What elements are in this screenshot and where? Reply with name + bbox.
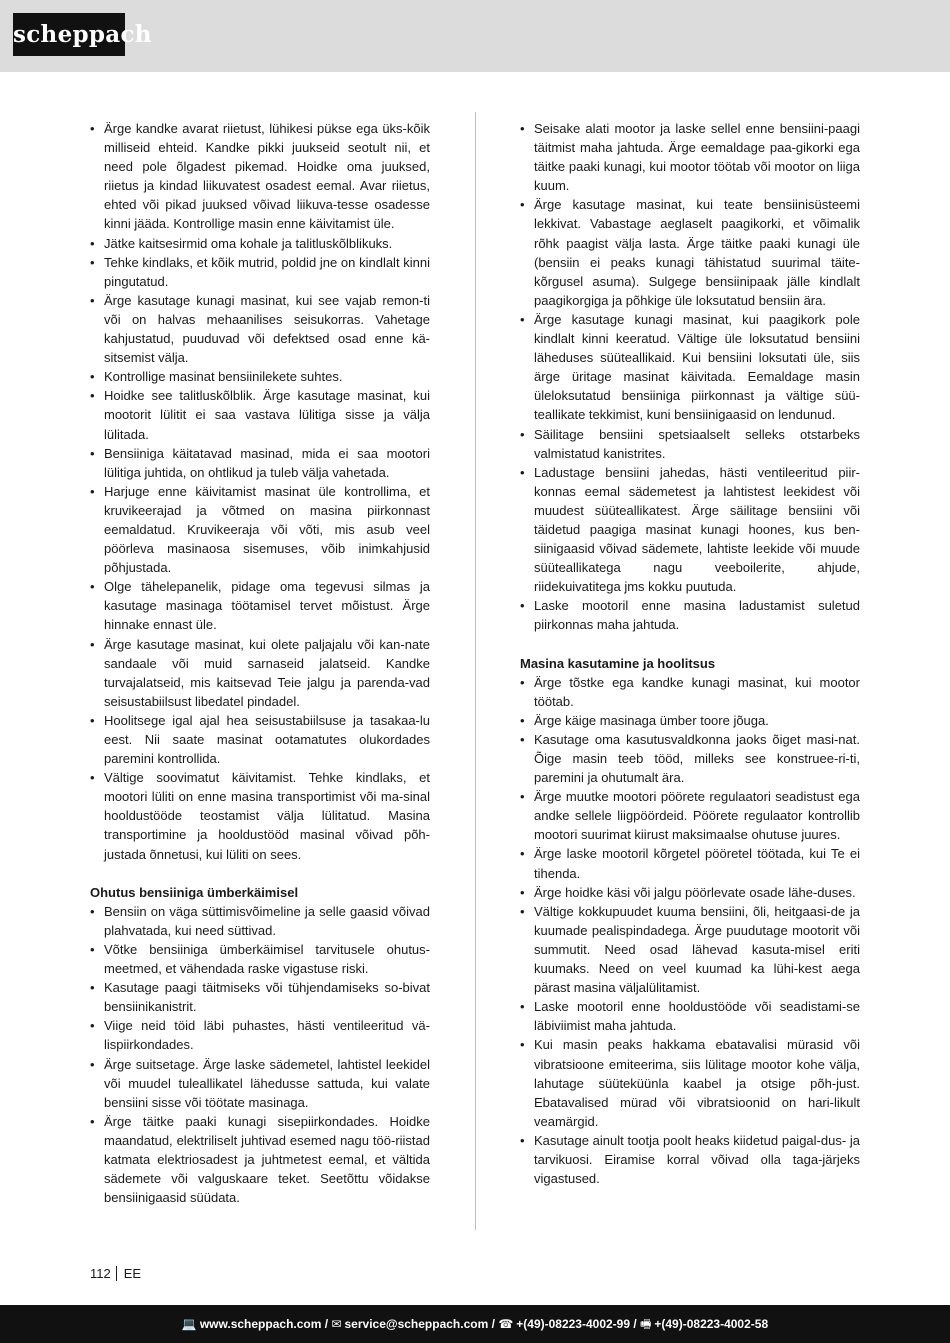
list-item: • Viige neid töid läbi puhastes, hästi ventileeritud vä-lispiirkondades. [90,1016,430,1054]
page-number-separator [116,1266,117,1281]
list-item: • Ärge täitke paaki kunagi sisepiirkondades. Hoidke maandatud, elektriliselt juhtivad esemed nagu töö-riistad katmata elektriosadest ja juhtmetest eemal, et vältida sädemete või valguskaare teket. Seetõttu võidakse bensiinigaasid süüdata. [90,1112,430,1207]
page-header [0,0,950,72]
list-item: • Hoolitsege igal ajal hea seisustabiilsuse ja tasakaa-lu eest. Nii saate masinat ootamatutes olukordades paremini kontrollida. [90,711,430,768]
footer-website[interactable]: www.scheppach.com [199,1317,322,1331]
right-petrol-list [520,119,860,635]
phone-icon: ☎ [498,1317,514,1331]
scheppach-logo: scheppach [13,13,125,56]
footer-separator: / [633,1317,637,1331]
list-item: • Bensiiniga käitatavad masinad, mida ei saa mootori lülitiga juhtida, on ohtlikud ja tuleb välja vahetada. [90,444,430,482]
section-gap [90,864,430,883]
list-item: • Säilitage bensiini spetsiaalselt selleks otstarbeks valmistatud kanistrites. [520,425,860,463]
list-item: • Ärge tõstke ega kandke kunagi masinat, kui mootor töötab. [520,673,860,711]
list-item: • Ärge käige masinaga ümber toore jõuga. [520,711,860,730]
page-number-value: 112 [90,1266,111,1281]
column-divider [475,112,476,1230]
list-item: • Olge tähelepanelik, pidage oma tegevusi silmas ja kasutage masinaga töötamisel tervet mõistust. Ärge hinnake ennast üle. [90,577,430,634]
left-column [90,119,430,1207]
list-item: • Kui masin peaks hakkama ebatavalisi mürasid või vibratsioone emiteerima, siis lülitage mootor kohe välja, lahutage süüteküünla kaabel ja otsige põh-just. Ebatavalised mürad või vibratsioonid on hari-likult veamärgid. [520,1035,860,1130]
list-item: • Ärge kasutage kunagi masinat, kui paagikork pole kindlalt kinni keeratud. Vältige üle loksutatud bensiini läheduses süüteallikaid. Kui bensiini loksutati üle, siis ärge üritage masinat käivitada. Eemaldage masin üleloksutatud bensiiniga piirkonnast ja vältige süü-teallikate tekkimist, kuni bensiinigaasid on lendunud. [520,310,860,425]
list-item: • Ärge muutke mootori pöörete regulaatori seadistust ega andke sellele liigpöördeid. Pöörete regulaator kontrollib mootori suurimat kiirust maksimaalse ohutuse juures. [520,787,860,844]
list-item: • Hoidke see talitluskõlblik. Ärge kasutage masinat, kui mootorit lülitit ei saa vastava lülitiga sisse ja välja lülitada. [90,386,430,443]
list-item: • Ladustage bensiini jahedas, hästi ventileeritud piir-konnas eemal sädemetest ja lahtistest leekidest või muudest süüteallikatest. Ärge säilitage bensiini või täidetud paagiga masinat kunagi hoones, kus ben-siinigaasid võivad sädemete, lahtiste leekide või muude süüteallikatega nagu veeboilerite, ahjude, riidekuivatitega jms kokku puutuda. [520,463,860,597]
computer-icon: 💻 [181,1317,197,1331]
left-safety-list [90,119,430,864]
footer-separator: / [324,1317,329,1331]
list-item: • Laske mootoril enne masina ladustamist suletud piirkonnas maha jahtuda. [520,596,860,634]
list-item: • Kontrollige masinat bensiinilekete suhtes. [90,367,430,386]
list-item: • Tehke kindlaks, et kõik mutrid, poldid jne on kindlalt kinni pingutatud. [90,253,430,291]
list-item: • Seisake alati mootor ja laske sellel enne bensiini-paagi täitmist maha jahtuda. Ärge eemaldage paa-gikorki ega täitke paaki kunagi, kui mootor töötab või mootor on liiga kuum. [520,119,860,195]
list-item: • Kasutage paagi täitmiseks või tühjendamiseks so-bivat bensiinikanistrit. [90,978,430,1016]
language-code: EE [123,1266,142,1281]
list-item: • Ärge kandke avarat riietust, lühikesi pükse ega üks-kõik milliseid ehteid. Kandke pikki juukseid seotult nii, et need pole õlgadest pikemad. Hoidke oma juuksed, riietus ja kindad liikuvatest osadest eemal. Avar riietus, ehted või pikad juuksed võivad liikuva-tesse osadesse kinni jääda. Kontrollige masin enne käivitamist üle. [90,119,430,234]
section-heading-petrol-safety: Ohutus bensiiniga ümberkäimisel [90,884,299,900]
email-icon: ✉ [331,1317,342,1331]
list-item: • Ärge hoidke käsi või jalgu pöörlevate osade lähe-duses. [520,883,860,902]
footer-fax: +(49)-08223-4002-58 [654,1317,769,1331]
list-item: • Võtke bensiiniga ümberkäimisel tarvitusele ohutus-meetmed, et vähendada raske vigastuse riski. [90,940,430,978]
machine-use-list [520,673,860,1189]
list-item: • Ärge kasutage masinat, kui olete paljajalu või kan-nate sandaale või muid sarnaseid jalatseid. Kandke turvajalatseid, mis kaitsevad Teie jalgu ja parenda-vad seisustabiilsust libedatel pindadel. [90,635,430,711]
list-item: • Ärge suitsetage. Ärge laske sädemetel, lahtistel leekidel või muudel tuleallikatel lähedusse sattuda, kui valate bensiini sisse või töötate masinaga. [90,1055,430,1112]
list-item: • Ärge laske mootoril kõrgetel pööretel töötada, kui Te ei tihenda. [520,844,860,882]
footer-phone: +(49)-08223-4002-99 [516,1317,631,1331]
fax-icon: 🖷 [640,1317,652,1331]
right-column [520,119,860,1188]
list-item: • Vältige soovimatut käivitamist. Tehke kindlaks, et mootori lüliti on enne masina transportimist või ma-sinal hooldustööde teostamist välja lülitatud. Masina transportimine ja hooldustööd masinal võivad põh-justada õnnetusi, kui lüliti on sees. [90,768,430,863]
section-gap [520,635,860,654]
list-item: • Vältige kokkupuudet kuuma bensiini, õli, heitgaasi-de ja kuumade pealispindadega. Ärge puudutage mootorit või summutit. Need osad lähevad kasuta-misel eriti kuumaks. Need on veel kuumad ka lühi-kest aega pärast masina väljalülitamist. [520,902,860,997]
list-item: • Kasutage ainult tootja poolt heaks kiidetud paigal-dus- ja tarvikuosi. Eiramise korral võivad olla taga-järjeks vigastused. [520,1131,860,1188]
section-heading-machine-use: Masina kasutamine ja hoolitsus [520,655,716,671]
page-footer [0,1305,950,1343]
list-item: • Laske mootoril enne hooldustööde või seadistami-se läbiviimist maha jahtuda. [520,997,860,1035]
list-item: • Harjuge enne käivitamist masinat üle kontrollima, et kruvikeerajad ja võtmed on masina piirkonnast eemaldatud. Kruvikeeraja või võti, mis asub veel pöörleva masinaosa sisemuses, võib inimkahjusid põhjustada. [90,482,430,577]
list-item: • Ärge kasutage masinat, kui teate bensiinisüsteemi lekkivat. Vabastage aeglaselt paagikorki, et võimalik rõhk paagist välja lasta. Ärge täitke paaki kunagi üle (bensiin ei peaks kunagi tähistatud suurimal täite-kõrgusel asuma). Sulgege bensiinipaak jälle kindlalt paagikorgiga ja põhkige üle loksutatud bensiin ära. [520,195,860,310]
footer-email[interactable]: service@scheppach.com [344,1317,489,1331]
list-item: • Jätke kaitsesirmid oma kohale ja talitluskõlblikuks. [90,234,430,253]
list-item: • Bensiin on väga süttimisvõimeline ja selle gaasid võivad plahvatada, kui need süttivad. [90,902,430,940]
footer-separator: / [491,1317,495,1331]
page-number [90,1266,141,1282]
list-item: • Kasutage oma kasutusvaldkonna jaoks õiget masi-nat. Õige masin teeb tööd, milleks see konstruee-ri-ti, paremini ja ohutumalt ära. [520,730,860,787]
petrol-safety-list [90,902,430,1208]
list-item: • Ärge kasutage kunagi masinat, kui see vajab remon-ti või on halvas mehaanilises seisukorras. Vahetage kahjustatud, puuduvad või defektsed osad enne kä-sitsemist välja. [90,291,430,367]
